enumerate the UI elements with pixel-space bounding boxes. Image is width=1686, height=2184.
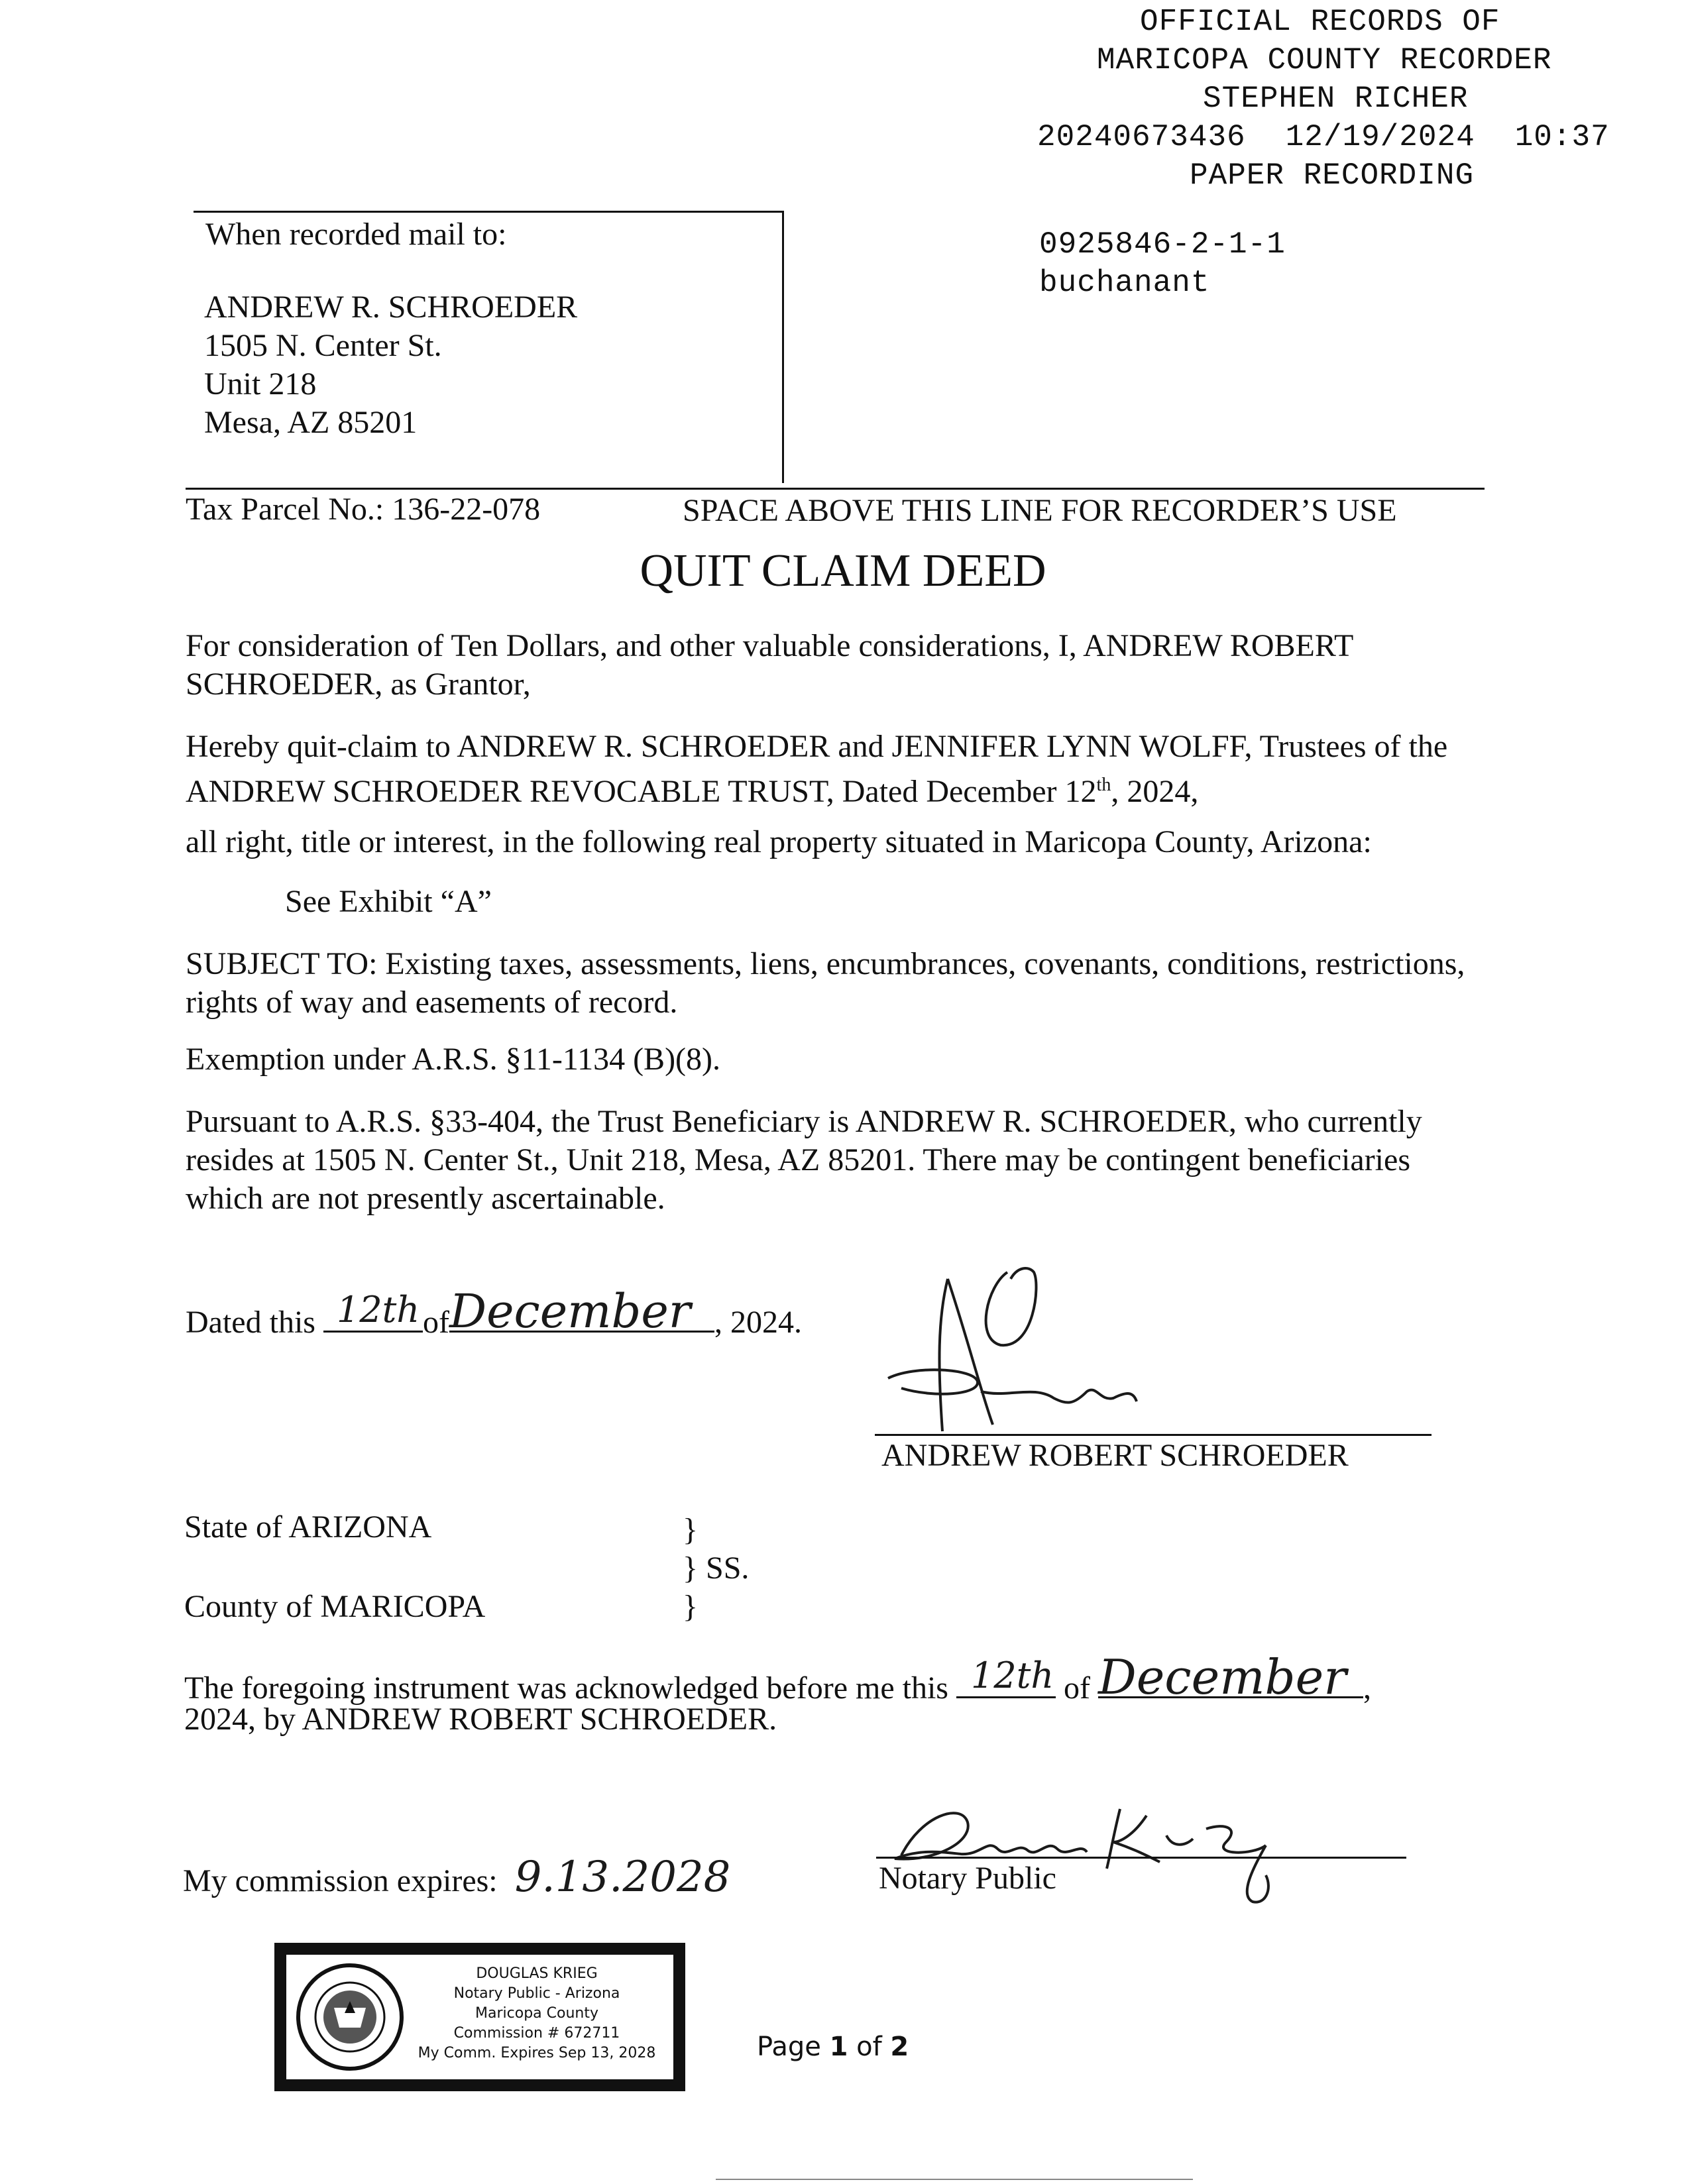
dated-prefix: Dated this <box>186 1305 315 1340</box>
quitclaim-text: Hereby quit-claim to ANDREW R. SCHROEDER and JENNIFER LYNN WOLFF, Trustees of the ANDREW SCHROEDER REVOCABLE TRUST, Dated December 12 <box>186 729 1448 809</box>
acknowledgment-month-handwriting: December <box>1097 1649 1347 1705</box>
notary-stamp-county: Maricopa County <box>475 2005 598 2022</box>
dated-month-handwriting: December <box>449 1284 691 1338</box>
dated-day-handwriting: 12th <box>336 1289 420 1331</box>
notary-stamp-text <box>406 1964 668 2063</box>
page-total: 2 <box>890 2032 909 2062</box>
venue-brace-top: } <box>683 1512 699 1547</box>
mail-to-label: When recorded mail to: <box>205 217 507 252</box>
page-prefix: Page <box>757 2032 830 2062</box>
acknowledgment-month-field <box>1097 1649 1363 1705</box>
dated-month-field <box>449 1284 714 1338</box>
exemption-paragraph: Exemption under A.R.S. §11-1134 (B)(8). <box>186 1042 721 1077</box>
acknowledgment-day-handwriting: 12th <box>970 1655 1054 1696</box>
page-current: 1 <box>829 2032 848 2062</box>
venue-county: County of MARICOPA <box>184 1589 486 1624</box>
notary-stamp-inner <box>286 1955 673 2079</box>
subject-to-paragraph: SUBJECT TO: Existing taxes, assessments, liens, encumbrances, covenants, conditions, restrictions, rights of way and easements of record. <box>186 946 1465 1020</box>
acknowledgment-day-field <box>956 1655 1056 1698</box>
recording-clerk: buchanant <box>1039 266 1210 300</box>
dated-line <box>186 1284 802 1342</box>
recording-number: 20240673436 <box>1037 120 1246 154</box>
commission-expiry-handwriting: 9.13.2028 <box>514 1853 731 1902</box>
scan-artifact-line <box>716 2179 1193 2180</box>
dated-day-field <box>323 1289 423 1333</box>
recorder-block <box>1021 3 1683 195</box>
dated-suffix: , 2024. <box>714 1305 802 1340</box>
exhibit-reference: See Exhibit “A” <box>285 884 492 919</box>
consideration-paragraph: For consideration of Ten Dollars, and other valuable considerations, I, ANDREW ROBERT SCHROEDER, as Grantor, <box>186 628 1353 702</box>
venue-brace-bottom: } <box>683 1589 699 1624</box>
recording-time: 10:37 <box>1514 120 1610 154</box>
quitclaim-paragraph <box>186 728 1485 811</box>
mail-to-box <box>194 211 784 483</box>
acknowledgment-of: of <box>1063 1670 1090 1706</box>
tax-parcel-number: Tax Parcel No.: 136-22-078 <box>186 492 541 527</box>
page-of: of <box>848 2032 891 2062</box>
venue-state: State of ARIZONA <box>184 1509 432 1545</box>
notary-signature-line <box>876 1857 1406 1859</box>
recording-code: 0925846-2-1-1 <box>1039 227 1286 262</box>
grantor-signature <box>875 1259 1246 1445</box>
notary-stamp-expires: My Comm. Expires Sep 13, 2028 <box>418 2045 656 2061</box>
notary-stamp-name: DOUGLAS KRIEG <box>476 1965 598 1982</box>
property-paragraph: all right, title or interest, in the following real property situated in Maricopa County, Arizona: <box>186 824 1372 859</box>
recording-date: 12/19/2024 <box>1285 120 1475 154</box>
grantor-name: ANDREW ROBERT SCHROEDER <box>881 1438 1349 1473</box>
grantor-signature-line <box>875 1434 1432 1436</box>
recording-type: PAPER RECORDING <box>1190 158 1475 193</box>
commission-label: My commission expires: <box>183 1863 498 1898</box>
recorder-line-2: MARICOPA COUNTY RECORDER <box>1097 43 1552 78</box>
beneficiary-paragraph: Pursuant to A.R.S. §33-404, the Trust Beneficiary is ANDREW R. SCHROEDER, who currently resides at 1505 N. Center St., Unit 218, Mesa, AZ 85201. There may be contingent beneficiaries which are not presently ascertainable. <box>186 1104 1422 1216</box>
mail-to-name: ANDREW R. SCHROEDER <box>204 290 578 325</box>
page-number <box>757 2030 909 2063</box>
quitclaim-year: , 2024, <box>1111 774 1199 809</box>
notary-seal-icon <box>294 1961 406 2073</box>
recorder-use-notice: SPACE ABOVE THIS LINE FOR RECORDER’S USE <box>683 493 1397 528</box>
recorder-name: STEPHEN RICHER <box>1203 82 1469 116</box>
notary-label: Notary Public <box>879 1861 1056 1896</box>
notary-stamp-title: Notary Public - Arizona <box>453 1985 620 2002</box>
recorder-divider-line <box>186 488 1485 490</box>
acknowledgment-comma: , <box>1363 1670 1371 1706</box>
venue-brace-ss: } SS. <box>683 1551 750 1586</box>
document-title: QUIT CLAIM DEED <box>640 545 1046 596</box>
acknowledgment-prefix: The foregoing instrument was acknowledged before me this <box>184 1670 948 1706</box>
notary-stamp <box>274 1943 685 2091</box>
mail-to-street: 1505 N. Center St. <box>204 328 442 363</box>
dated-of: of <box>422 1305 449 1340</box>
recorder-line-1: OFFICIAL RECORDS OF <box>1140 5 1500 39</box>
acknowledgment-line-2: 2024, by ANDREW ROBERT SCHROEDER. <box>184 1702 777 1737</box>
mail-to-city: Mesa, AZ 85201 <box>204 405 418 440</box>
commission-line <box>183 1853 731 1902</box>
recording-stamp-line <box>1021 118 1683 156</box>
quitclaim-superscript: th <box>1096 775 1111 795</box>
notary-stamp-commission: Commission # 672711 <box>453 2025 620 2042</box>
mail-to-unit: Unit 218 <box>204 366 317 402</box>
